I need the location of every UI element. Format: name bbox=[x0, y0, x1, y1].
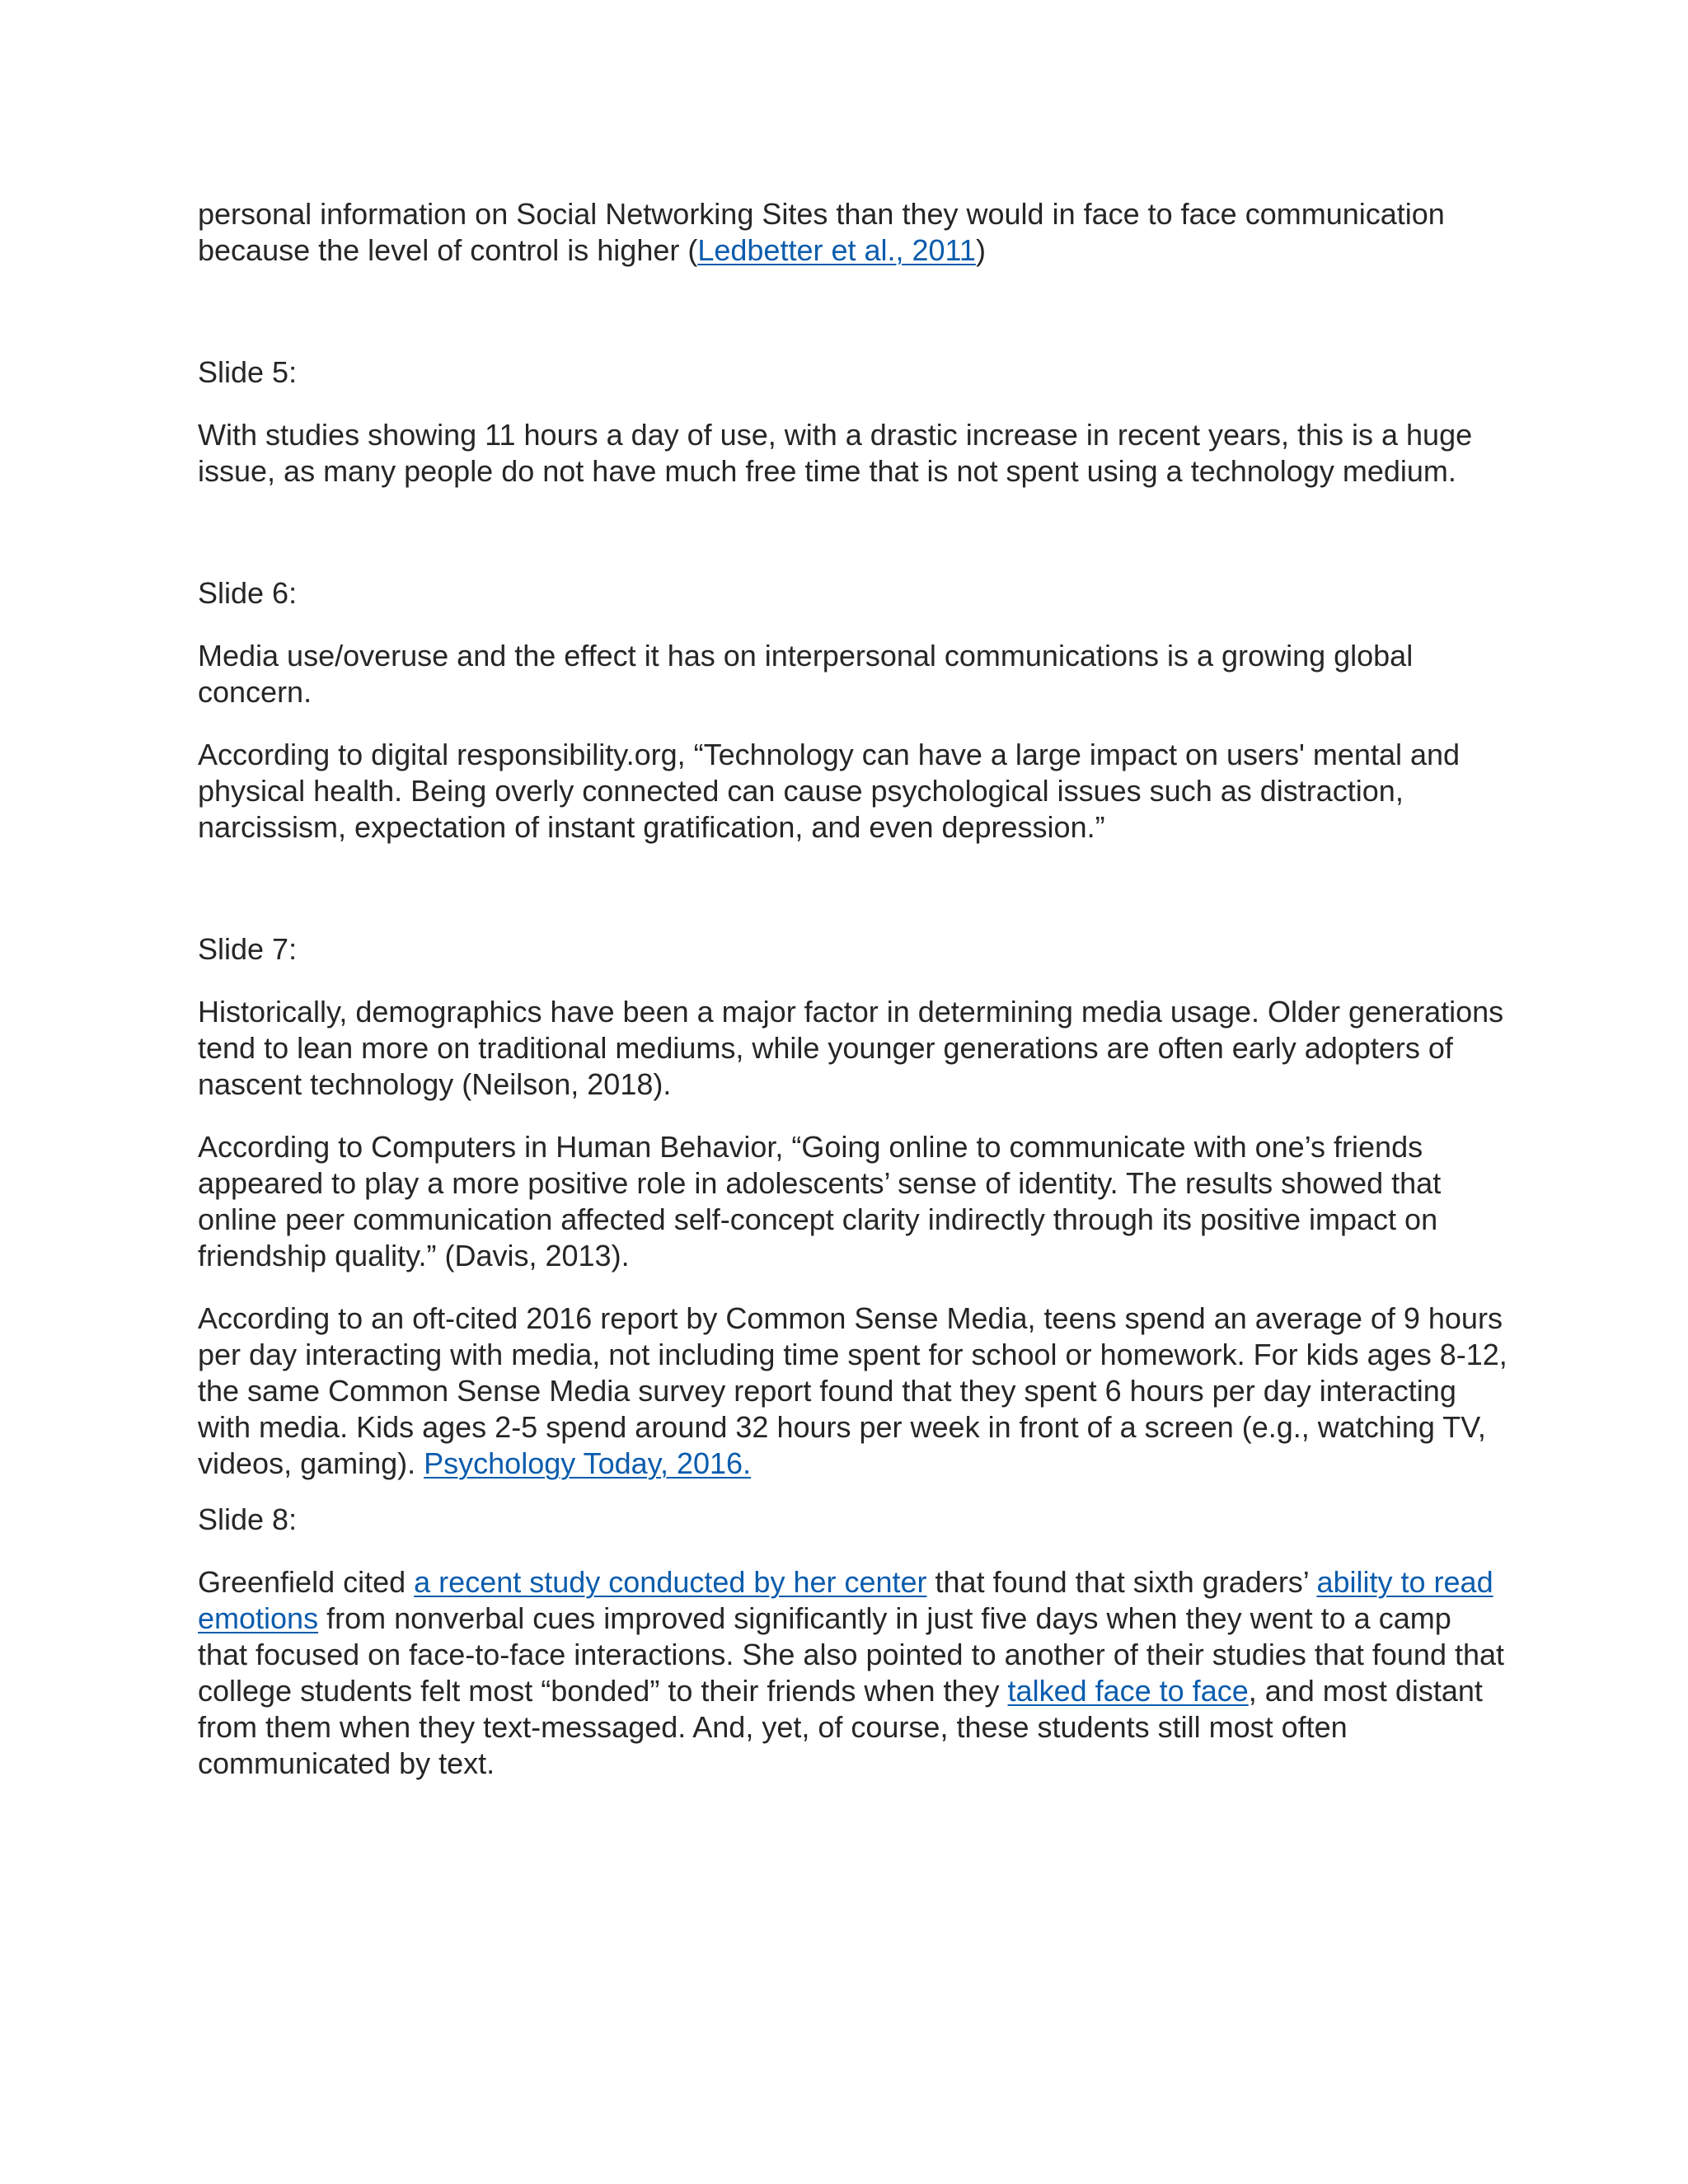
slide-6-paragraph-2: According to digital responsibility.org, “Technology can have a large impact on users' mental and physical health. Being overly connected can cause psychological issues such as distraction, narcissism, expectation of instant gratification, and even depression.” bbox=[198, 738, 1461, 844]
intro-text: personal information on Social Networking Sites than they would in face to face communication because the level of control is higher ( bbox=[198, 197, 1445, 267]
slide-5-paragraph: With studies showing 11 hours a day of use, with a drastic increase in recent years, this is a huge issue, as many people do not have much free time that is not spent using a technology medium. bbox=[198, 418, 1473, 488]
slide-7-paragraph-1: Historically, demographics have been a major factor in determining media usage. Older generations tend to lean more on traditional mediums, while younger generations are often early adopters of nascent technology (Neilson, 2018). bbox=[198, 995, 1504, 1101]
slide-7-paragraph-3-text: According to an oft-cited 2016 report by Common Sense Media, teens spend an average of 9 hours per day interacting with media, not including time spent for school or homework. For kids ages 8-12, the same Common Sense Media survey report found that they spent 6 hours per day interacting with media. Kids ages 2-5 spend around 32 hours per week in front of a screen (e.g., watching TV, videos, gaming). bbox=[198, 1301, 1507, 1480]
slide-7-paragraph-2: According to Computers in Human Behavior, “Going online to communicate with one’s friends appeared to play a more positive role in adolescents’ sense of identity. The results showed that online peer communication affected self-concept clarity indirectly through its positive impact on friendship quality.” (Davis, 2013). bbox=[198, 1130, 1442, 1272]
intro-text-end: ) bbox=[975, 233, 986, 267]
talked-face-to-face-link[interactable]: talked face to face bbox=[1007, 1674, 1249, 1708]
slide-8-text-4: , and most distant from them when they text-messaged. And, yet, of course, these students still most often communicated by text. bbox=[198, 1674, 1483, 1780]
intro-paragraph bbox=[198, 196, 1508, 269]
slide-6-heading: Slide 6: bbox=[198, 576, 298, 610]
recent-study-link[interactable]: a recent study conducted by her center bbox=[414, 1565, 927, 1599]
slide-7-paragraph-3 bbox=[198, 1301, 1508, 1482]
slide-8-heading: Slide 8: bbox=[198, 1502, 298, 1536]
slide-7-heading: Slide 7: bbox=[198, 932, 298, 966]
slide-8-text-2: that found that sixth graders’ bbox=[926, 1565, 1317, 1599]
read-emotions-link[interactable]: ability to read emotions bbox=[198, 1565, 1493, 1635]
slide-8-paragraph bbox=[198, 1564, 1508, 1782]
slide-8-text-1: Greenfield cited bbox=[198, 1565, 415, 1599]
ledbetter-citation-link[interactable]: Ledbetter et al., 2011 bbox=[697, 233, 976, 267]
slide-8-text-3: from nonverbal cues improved significantly in just five days when they went to a camp that focused on face-to-face interactions. She also pointed to another of their studies that found that college students felt most “bonded” to their friends when they bbox=[198, 1601, 1505, 1708]
psychology-today-link[interactable]: Psychology Today, 2016. bbox=[424, 1446, 752, 1480]
document-body bbox=[198, 196, 1508, 1808]
slide-6-paragraph-1: Media use/overuse and the effect it has on interpersonal communications is a growing global concern. bbox=[198, 639, 1414, 709]
slide-5-heading: Slide 5: bbox=[198, 355, 298, 389]
